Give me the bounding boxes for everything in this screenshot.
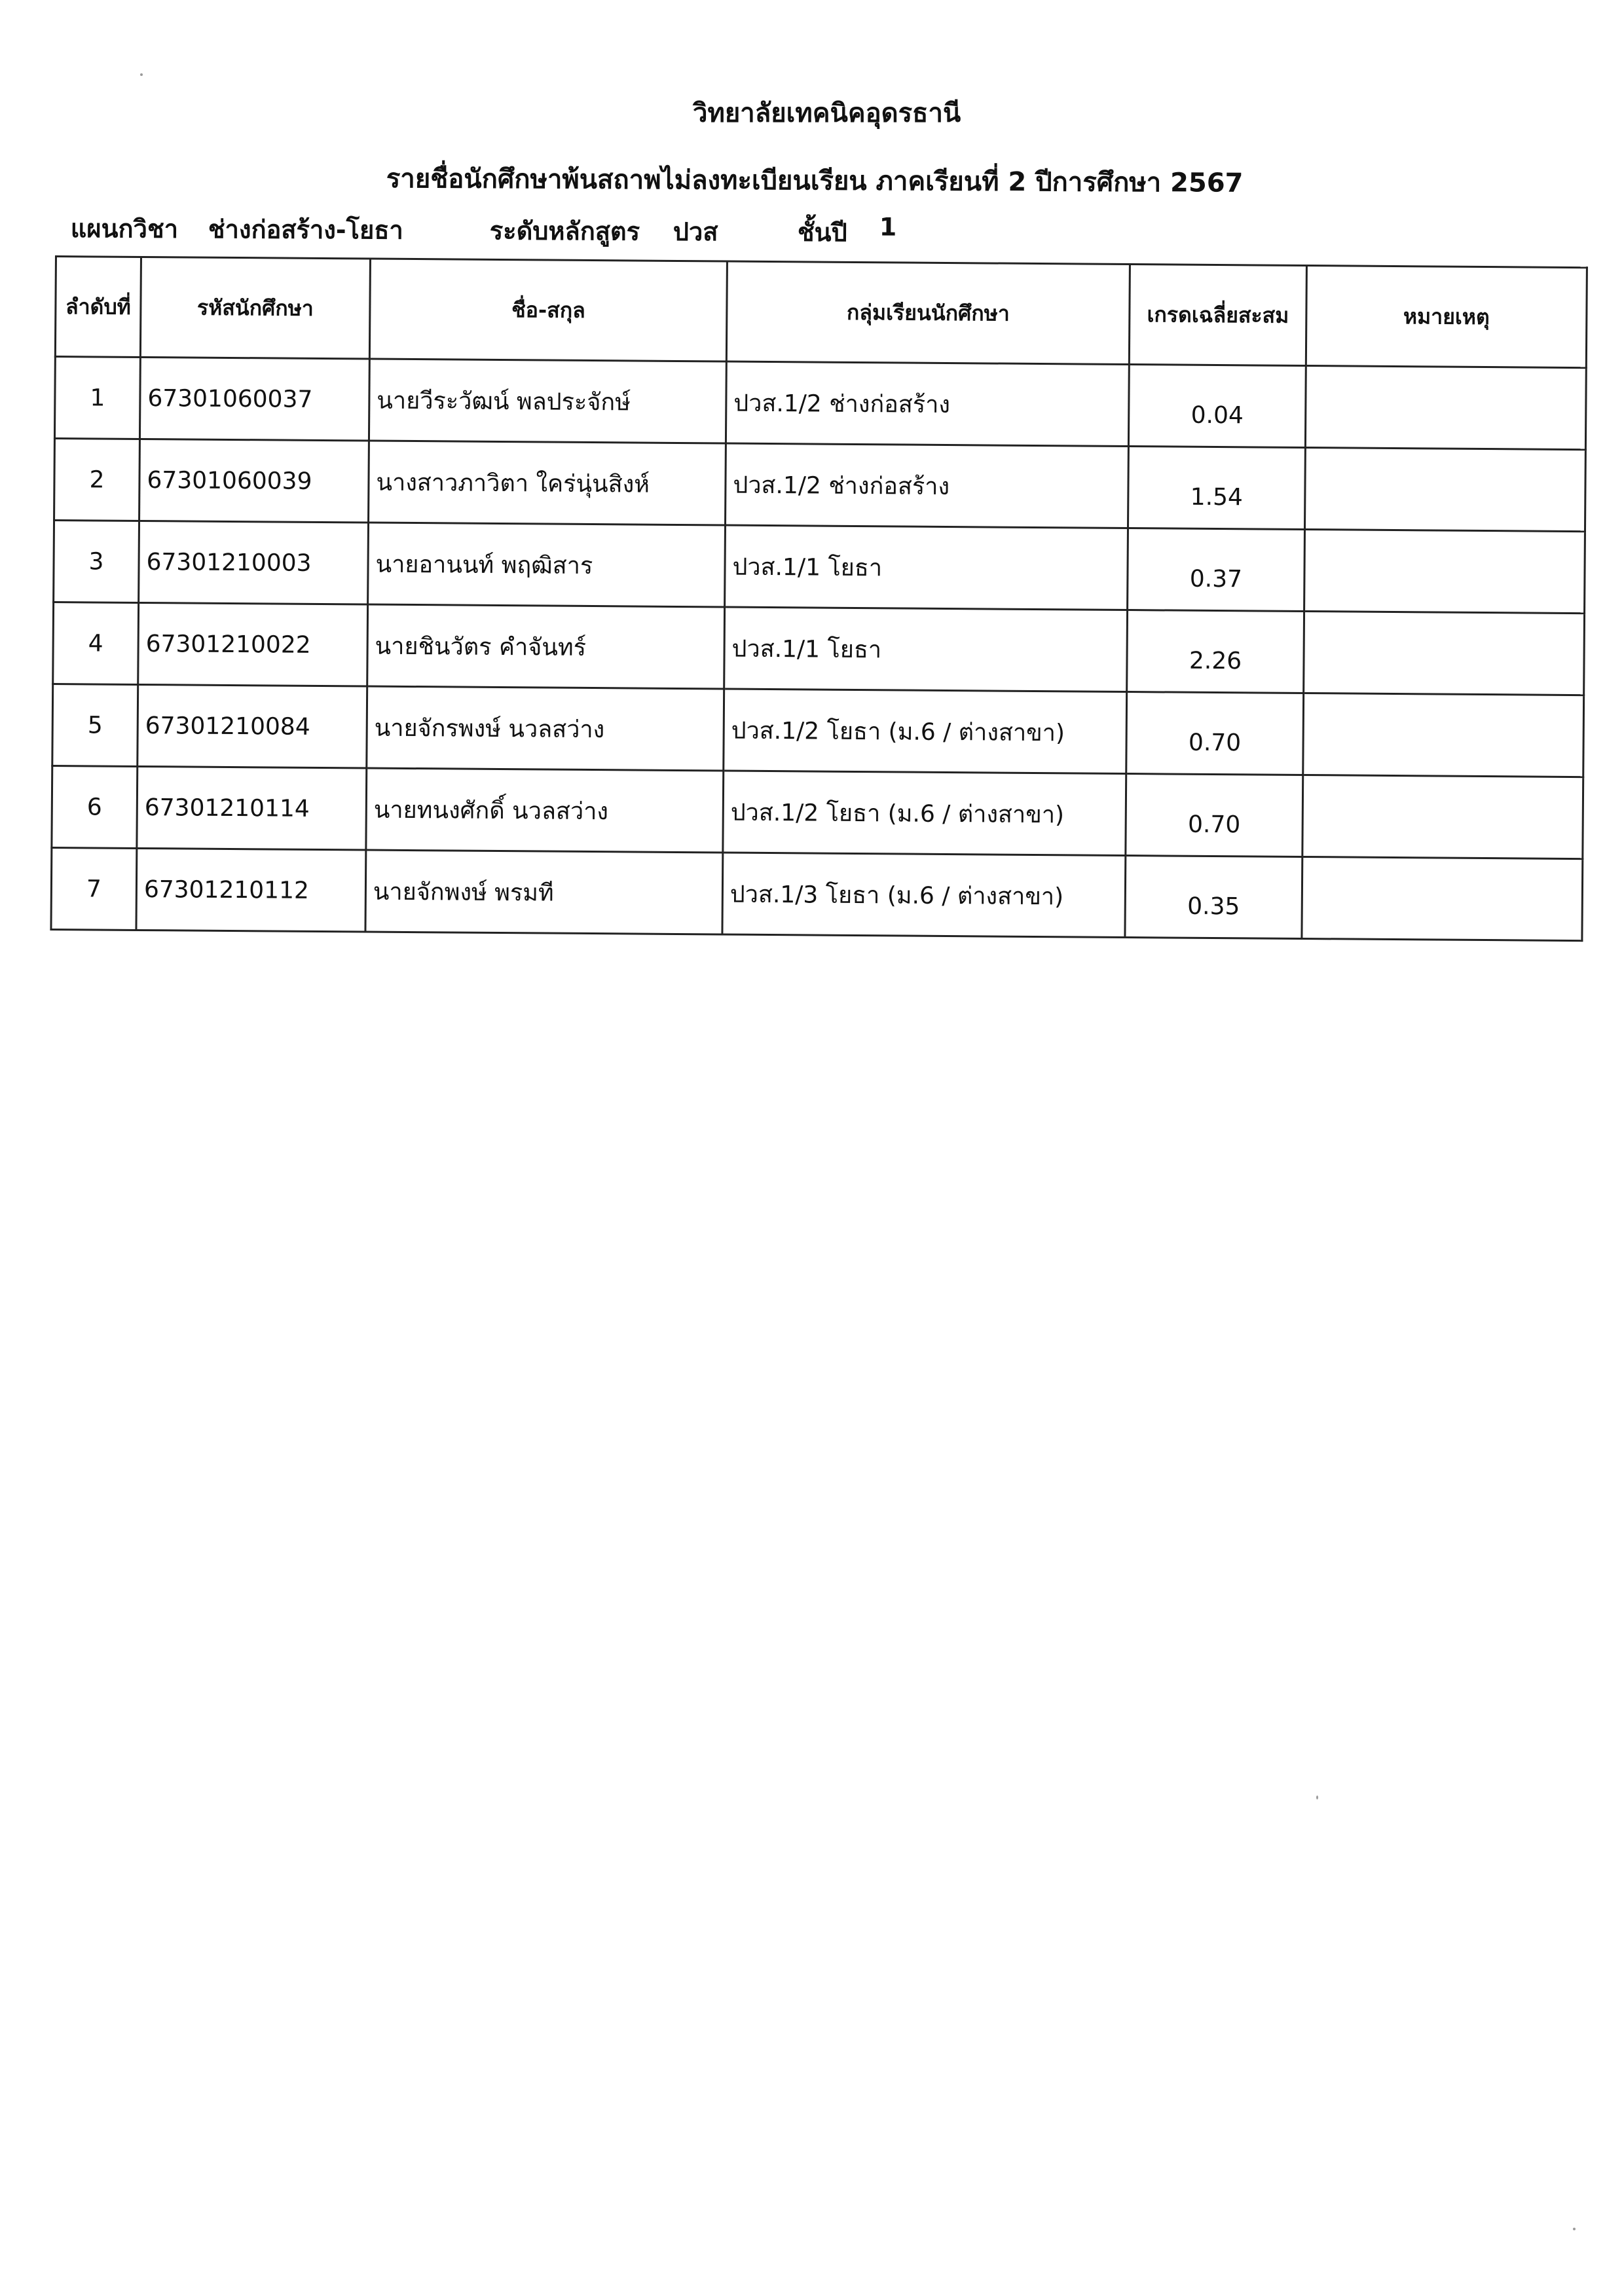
student-id: 67301210084 [138,684,367,768]
scan-speck [1316,1796,1318,1799]
student-id: 67301210114 [137,766,367,850]
class-group: ปวส.1/2 โยธา (ม.6 / ต่างสาขา) [723,771,1126,856]
row-number: 3 [54,521,139,603]
row-number: 1 [54,357,140,439]
row-number: 2 [54,439,140,521]
table-row [53,602,1585,695]
student-name: นายจักพงษ์ พรมที [365,850,723,934]
remarks [1302,856,1583,940]
scan-speck [140,73,143,76]
table-header-row [55,257,1587,368]
column-header-class-group: กลุ่มเรียนนักศึกษา [726,261,1130,365]
class-group: ปวส.1/3 โยธา (ม.6 / ต่างสาขา) [722,853,1126,938]
college-title: วิทยาลัยเทคนิคอุดรธานี [693,98,961,128]
table-row [54,357,1586,450]
student-id: 67301060037 [139,357,369,441]
row-number: 6 [52,765,138,848]
class-group: ปวส.1/1 โยธา [724,607,1128,692]
student-name: นายทนงศักดิ์ นวลสว่าง [366,768,724,853]
class-info-line [71,208,987,252]
class-group: ปวส.1/2 โยธา (ม.6 / ต่างสาขา) [724,689,1127,774]
remarks [1304,530,1585,614]
remarks [1304,611,1585,695]
scan-speck [1573,2228,1576,2230]
program-level-label: ระดับหลักสูตร [489,216,640,246]
column-header-student-id: รหัสนักศึกษา [140,257,370,359]
column-header-remarks: หมายเหตุ [1306,266,1587,368]
year-level-label: ชั้นปี [797,217,847,248]
table-row [54,439,1586,532]
class-group: ปวส.1/1 โยธา [725,525,1128,610]
row-number: 4 [53,602,139,684]
table-row [52,684,1584,777]
cumulative-gpa: 0.70 [1126,774,1303,857]
cumulative-gpa: 0.04 [1128,365,1306,448]
table-row [51,847,1583,940]
department-label: แผนกวิชา [70,213,179,244]
cumulative-gpa: 0.70 [1126,692,1304,775]
table-row [52,765,1583,858]
year-level-value: 1 [879,212,897,242]
remarks [1305,366,1586,450]
class-group: ปวส.1/2 ช่างก่อสร้าง [726,361,1129,447]
program-level-value: ปวส [673,217,718,247]
remarks [1302,775,1583,858]
column-header-number: ลำดับที่ [55,257,141,358]
student-name: นางสาวภาวิตา ใคร่นุ่นสิงห์ [369,441,726,525]
cumulative-gpa: 2.26 [1127,610,1304,693]
student-id: 67301210003 [139,521,369,604]
column-header-name: ชื่อ-สกุล [369,259,727,361]
column-header-gpa: เกรดเฉลี่ยสะสม [1129,265,1306,366]
student-table-container [50,255,1585,942]
student-name: นายจักรพงษ์ นวลสว่าง [367,686,724,771]
row-number: 5 [52,684,138,766]
student-id: 67301210112 [136,848,366,932]
class-group: ปวส.1/2 ช่างก่อสร้าง [726,443,1129,528]
remarks [1304,448,1585,532]
row-number: 7 [51,847,137,930]
student-id: 67301210022 [138,602,368,686]
remarks [1303,693,1584,777]
cumulative-gpa: 0.37 [1128,528,1305,612]
student-id: 67301060039 [139,439,369,523]
student-name: นายชินวัตร คำจันทร์ [367,604,725,689]
cumulative-gpa: 1.54 [1128,447,1305,530]
department-value: ช่างก่อสร้าง-โยธา [208,215,403,245]
cumulative-gpa: 0.35 [1125,856,1302,939]
student-table [50,255,1587,942]
document-title: รายชื่อนักศึกษาพ้นสถาพไม่ลงทะเบียนเรียน ภาคเรียนที่ 2 ปีการศึกษา 2567 [386,163,1244,198]
student-name: นายอานนท์ พฤฒิสาร [368,523,726,607]
table-row [54,521,1585,614]
student-name: นายวีระวัฒน์ พลประจักษ์ [369,359,726,443]
